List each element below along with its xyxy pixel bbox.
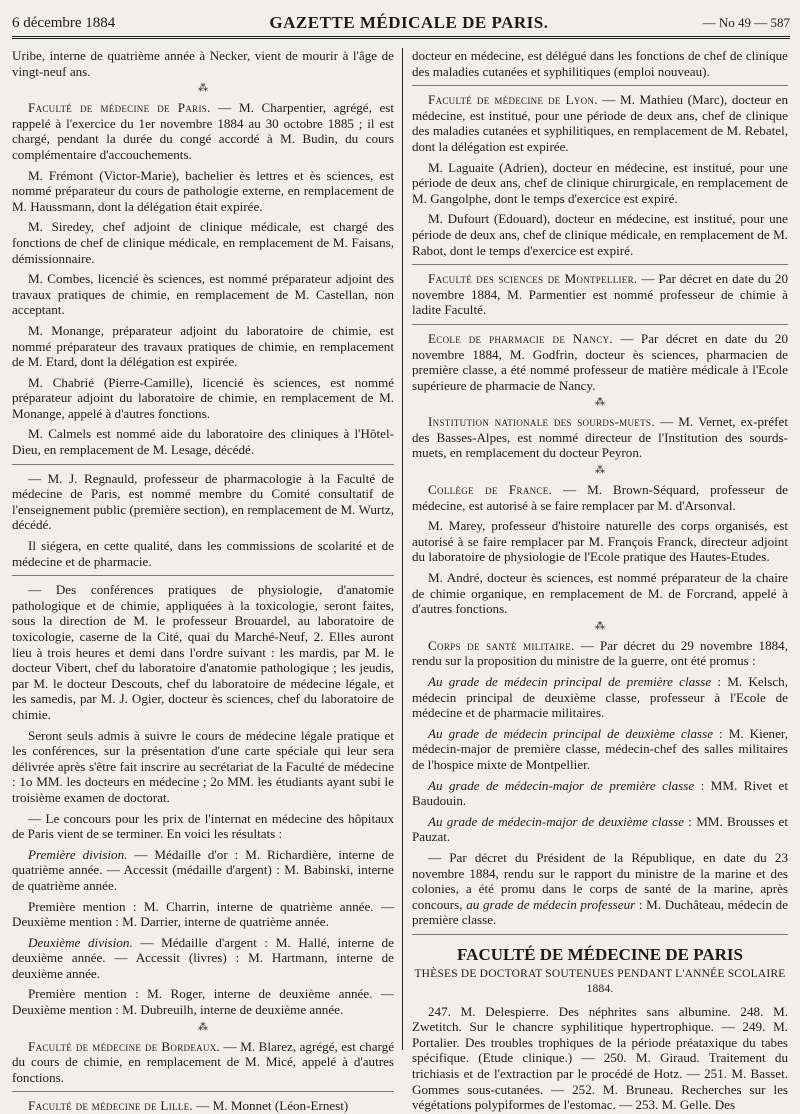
paragraph-text: — Médaille d'or : M. Richardière, interne de quatrième année. — Accessit (médaille d'argent) : M. Babinski, interne de quatrième année. xyxy=(12,846,394,893)
paragraph: docteur en médecine, est délégué dans les fonctions de chef de clinique des maladies cutanées et syphilitiques (emploi nouveau). xyxy=(412,48,788,79)
paragraph-text: — Par décret du 29 novembre 1884, rendu sur la proposition du ministre de la guerre, ont été promus : xyxy=(412,637,788,669)
paragraph xyxy=(12,1039,394,1086)
paragraph xyxy=(412,638,788,669)
paragraph-text: : M. Kiener, médecin-major de première classe, médecin-chef des salles militaires de l'hospice mixte de Montpellier. xyxy=(412,725,788,772)
section-heading: Faculté de médecine de Paris. xyxy=(28,100,211,116)
divider xyxy=(12,1091,394,1092)
section-heading: Collège de France. xyxy=(428,482,553,498)
paragraph: 247. M. Delespierre. Des néphrites sans albumine. 248. M. Zwetitch. Sur le chancre syphilitique hypertrophique. — 249. M. Portalier. Des troubles trophiques de la période préataxique du tabes spécifique. (Etude clinique.) — 250. M. Giraud. Traitement du trichiasis et de l'extraction par le procédé de Hotz. — 251. M. Basset. Gommes sous-cutanées. — 252. M. Bruneau. Recherches sur les végétations polypiformes de l'estomac. — 253. M. Gelle. Des xyxy=(412,1003,788,1113)
paragraph: Première mention : M. Charrin, interne de quatrième année. — Deuxième mention : M. Darrier, interne de quatrième année. xyxy=(12,898,394,930)
paragraph xyxy=(12,1098,394,1114)
left-column xyxy=(12,48,395,1114)
divider xyxy=(412,264,788,265)
grade-heading: Au grade de médecin principal de première classe xyxy=(428,674,712,689)
section-title: FACULTÉ DE MÉDECINE DE PARIS xyxy=(457,944,743,964)
divider xyxy=(12,464,394,465)
divider xyxy=(412,324,788,325)
paragraph xyxy=(412,726,788,773)
section-heading: Faculté de médecine de Lille. xyxy=(28,1098,193,1114)
section-heading: Faculté de médecine de Lyon. xyxy=(428,92,598,108)
journal-title: GAZETTE MÉDICALE DE PARIS. xyxy=(269,13,549,32)
paragraph-text: — Médaille d'argent : M. Hallé, interne de deuxième année. — Accessit (livres) : M. Hartmann, interne de deuxième année. xyxy=(12,934,394,981)
paragraph: Première mention : M. Roger, interne de deuxième année. — Deuxième mention : M. Dubreuilh, interne de deuxième année. xyxy=(12,986,394,1018)
paragraph xyxy=(12,100,394,162)
paragraph: M. Siredey, chef adjoint de clinique médicale, est chargé des fonctions de chef de clinique médicale, en remplacement de M. Faisans, démissionnaire. xyxy=(12,219,394,266)
paragraph-text: — M. Brown-Séquard, professeur de médecine, est autorisé à se faire remplacer par M. d'Arsonval. xyxy=(412,482,788,513)
paragraph-text: : MM. Brousses et Pauzat. xyxy=(412,813,788,845)
paragraph xyxy=(412,414,788,461)
paragraph xyxy=(412,674,788,721)
paragraph-text: — M. Blarez, agrégé, est chargé du cours de chimie, en remplacement de M. Micé, appelé à d'autres fonctions. xyxy=(12,1038,395,1085)
header-date: 6 décembre 1884 xyxy=(12,14,116,31)
section-heading: Institution nationale des sourds-muets. xyxy=(428,414,655,430)
grade-heading: Au grade de médecin principal de deuxième classe xyxy=(428,725,714,741)
paragraph xyxy=(12,935,394,982)
section-heading: Faculté des sciences de Montpellier. xyxy=(428,271,638,287)
division-heading: Deuxième division. xyxy=(28,934,133,950)
paragraph-text: — M. Charpentier, agrégé, est rappelé à l'exercice du 1er novembre 1884 au 30 octobre 1885 ; il est chargé, pendant la durée du congé accordé à M. Budin, du cours complémentaire d'accouchements. xyxy=(12,100,394,162)
paragraph xyxy=(412,92,788,154)
section-separator: ⁂ xyxy=(595,620,605,632)
section-heading: Faculté de médecine de Bordeaux. xyxy=(28,1038,221,1054)
paragraph: — M. J. Regnauld, professeur de pharmacologie à la Faculté de médecine de Paris, est nommé membre du Comité consultatif de l'enseignement public (première section), en remplacement de M. Wurtz, décédé. xyxy=(12,470,394,533)
paragraph-text: — M. Mathieu (Marc), docteur en médecine, est institué, pour une période de deux ans, chef de clinique des maladies cutanées et syphilitiques, en remplacement de M. Rebatel, dont la délégation est expirée. xyxy=(412,92,788,154)
paragraph-text: : M. Kelsch, médecin principal de deuxième classe, professeur à l'Ecole de médecine et de pharmacie militaires. xyxy=(412,674,788,721)
paragraph: M. Chabrié (Pierre-Camille), licencié ès sciences, est nommé préparateur adjoint du laboratoire de chimie, en remplacement de M. Monange, appelé à d'autres fonctions. xyxy=(12,374,394,421)
paragraph-text: — Par décret en date du 20 novembre 1884, M. Godfrin, docteur ès sciences, pharmacien de première classe, a été nommé professeur de matière médicale à l'Ecole supérieure de pharmacie de Nancy. xyxy=(412,330,788,393)
paragraph xyxy=(412,271,788,318)
page-header xyxy=(12,10,790,39)
paragraph: Seront seuls admis à suivre le cours de médecine légale pratique et les conférences, sur la présentation d'une carte spéciale qui leur sera délivrée après s'être fait inscrire au secrétariat de la Faculté de médecine : 1o MM. les docteurs en médecine ; 2o MM. les étudiants ayant subi le troisième examen de doctorat. xyxy=(12,727,394,805)
paragraph xyxy=(412,850,788,928)
paragraph-text: — M. Vernet, ex-préfet des Basses-Alpes, est nommé directeur de l'Institution des sourds-muets, en remplacement du docteur Peyron. xyxy=(412,414,788,461)
paragraph xyxy=(412,778,788,809)
section-separator: ⁂ xyxy=(595,465,605,477)
paragraph: — Le concours pour les prix de l'internat en médecine des hôpitaux de Paris vient de se terminer. En voici les résultats : xyxy=(12,810,394,842)
paragraph: M. Frémont (Victor-Marie), bachelier ès lettres et ès sciences, est nommé préparateur du cours de pathologie externe, en remplacement de M. Haussmann, dont la délégation était expirée. xyxy=(12,167,394,214)
grade-heading: Au grade de médecin-major de première classe xyxy=(428,777,695,793)
paragraph xyxy=(412,331,788,393)
right-column xyxy=(412,48,789,1113)
paragraph: M. Combes, licencié ès sciences, est nommé préparateur adjoint des travaux pratiques de chimie, en remplacement de M. Castellan, non acceptant. xyxy=(12,271,394,318)
grade-heading: au grade de médecin professeur xyxy=(466,896,636,912)
page-number: — No 49 — 587 xyxy=(702,15,790,30)
paragraph-text: — M. Monnet (Léon-Ernest) xyxy=(193,1098,349,1114)
divider xyxy=(12,575,394,576)
divider xyxy=(412,85,788,86)
paragraph xyxy=(12,847,394,894)
paragraph: M. Laguaite (Adrien), docteur en médecine, est institué, pour une période de deux ans, chef de clinique chirurgicale, en remplacement de M. Gangolphe, dont le temps d'exercice est expiré. xyxy=(412,159,788,206)
section-subtitle: THÈSES DE DOCTORAT SOUTENUES PENDANT L'ANNÉE SCOLAIRE 1884. xyxy=(414,967,786,996)
paragraph-text: — Par décret en date du 20 novembre 1884, M. Parmentier est nommé professeur de chimie à ladite Faculté. xyxy=(412,271,788,318)
section-separator: ⁂ xyxy=(595,397,605,409)
paragraph: M. Dufourt (Edouard), docteur en médecine, est institué, pour une période de deux ans, chef de clinique médicale, en remplacement de M. Rabot, dont le temps d'exercice est expiré. xyxy=(412,211,788,258)
paragraph: M. Marey, professeur d'histoire naturelle des corps organisés, est autorisé à se faire remplacer par M. François Franck, directeur adjoint du laboratoire de physiologie de l'Ecole pratique des Hautes-Etudes. xyxy=(412,518,788,565)
divider xyxy=(412,934,788,935)
paragraph-text: — Par décret du Président de la République, en date du 23 novembre 1884, rendu sur le rapport du ministre de la marine et des colonies, a été promu dans le corps de santé de la marine, après concours, xyxy=(412,849,788,912)
section-heading: Corps de santé militaire. xyxy=(428,637,575,653)
paragraph-text: : M. Duchâteau, médecin de première classe. xyxy=(412,896,789,928)
paragraph-text: : MM. Rivet et Baudouin. xyxy=(412,777,788,809)
section-heading: Ecole de pharmacie de Nancy. xyxy=(428,330,613,346)
paragraph: Uribe, interne de quatrième année à Necker, vient de mourir à l'âge de vingt-neuf ans. xyxy=(12,48,394,79)
paragraph xyxy=(412,814,788,845)
grade-heading: Au grade de médecin-major de deuxième classe xyxy=(428,813,685,829)
section-separator: ⁂ xyxy=(198,1021,208,1033)
paragraph: Il siégera, en cette qualité, dans les commissions de scolarité et de médecine et de pharmacie. xyxy=(12,538,394,569)
division-heading: Première division. xyxy=(28,846,128,862)
paragraph: M. André, docteur ès sciences, est nommé préparateur de la chaire de chimie organique, en remplacement de M. de Forcrand, appelé à d'autres fonctions. xyxy=(412,570,788,617)
paragraph: M. Monange, préparateur adjoint du laboratoire de chimie, est nommé préparateur des travaux pratiques de chimie, en remplacement de M. Etard, dont la délégation est expirée. xyxy=(12,322,394,370)
paragraph: M. Calmels est nommé aide du laboratoire des cliniques à l'Hôtel-Dieu, en remplacement de M. Lesage, décédé. xyxy=(12,426,394,458)
paragraph: — Des conférences pratiques de physiologie, d'anatomie pathologique et de chimie, appliquées à la toxicologie, seront faites, sous la direction de M. le professeur Brouardel, au laboratoire de toxicologie, caserne de la Cité, quai du Marché-Neuf, 2. Elles auront lieu à trois heures et demi dans l'ordre suivant : les mardis, par M. le docteur Vibert, chef du laboratoire d'anatomie pathologique ; les jeudis, par M. le docteur Descouts, chef du laboratoire de médecine légale, et les samedis, par M. J. Ogier, docteur ès sciences, chef du laboratoire de chimie. xyxy=(12,582,394,722)
column-rule xyxy=(402,48,403,1050)
section-separator: ⁂ xyxy=(198,83,208,95)
paragraph xyxy=(412,482,788,513)
